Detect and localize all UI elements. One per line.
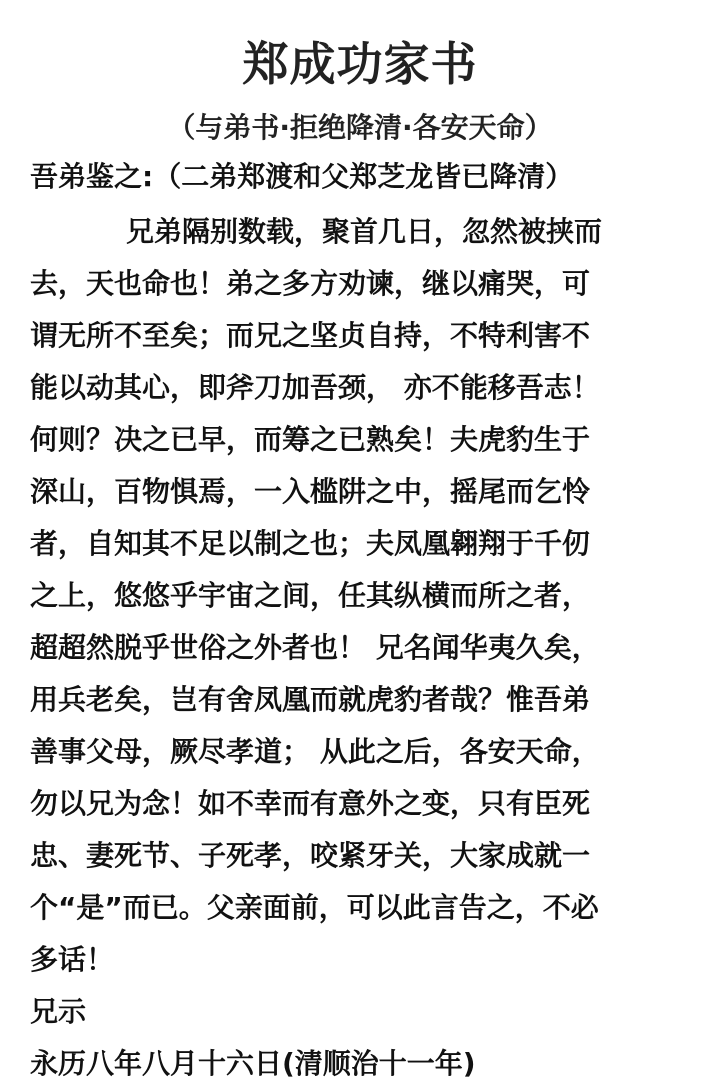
body-line: 个“是”而已。父亲面前，可以此言告之，不必 — [30, 891, 599, 924]
body-line: 者，自知其不足以制之也；夫凤凰翱翔于千仞 — [30, 527, 591, 560]
body-line: 能以动其心，即斧刀加吾颈， 亦不能移吾志！ — [30, 371, 600, 404]
salutation: 吾弟鉴之:（二弟郑渡和父郑芝龙皆已降清） — [30, 160, 574, 193]
body-line: 何则？决之已早，而筹之已熟矣！夫虎豹生于 — [30, 423, 591, 456]
letter-body — [30, 206, 690, 986]
body-line: 超超然脱乎世俗之外者也！ 兄名闻华夷久矣， — [30, 631, 600, 664]
body-line: 勿以兄为念！如不幸而有意外之变，只有臣死 — [30, 787, 591, 820]
body-line: 深山，百物惧焉，一入槛阱之中，摇尾而乞怜 — [30, 475, 591, 508]
document-title: 郑成功家书 — [242, 37, 478, 91]
body-line: 谓无所不至矣；而兄之坚贞自持，不特利害不 — [30, 319, 591, 352]
signature: 兄示 — [30, 995, 87, 1028]
body-line: 之上，悠悠乎宇宙之间，任其纵横而所之者， — [30, 579, 591, 612]
body-line: 善事父母，厥尽孝道； 从此之后，各安天命， — [30, 735, 600, 768]
document-subtitle: （与弟书·拒绝降清·各安天命） — [167, 111, 553, 144]
body-line: 去，天也命也！弟之多方劝谏，继以痛哭，可 — [30, 267, 591, 300]
body-line: 多话！ — [30, 943, 115, 976]
body-line: 兄弟隔别数载，聚首几日，忽然被挟而 — [126, 215, 603, 248]
body-line: 用兵老矣，岂有舍凤凰而就虎豹者哉？惟吾弟 — [30, 683, 591, 716]
body-line: 忠、妻死节、子死孝，咬紧牙关，大家成就一 — [30, 839, 591, 872]
letter-date: 永历八年八月十六日(清顺治十一年) — [30, 1047, 476, 1080]
